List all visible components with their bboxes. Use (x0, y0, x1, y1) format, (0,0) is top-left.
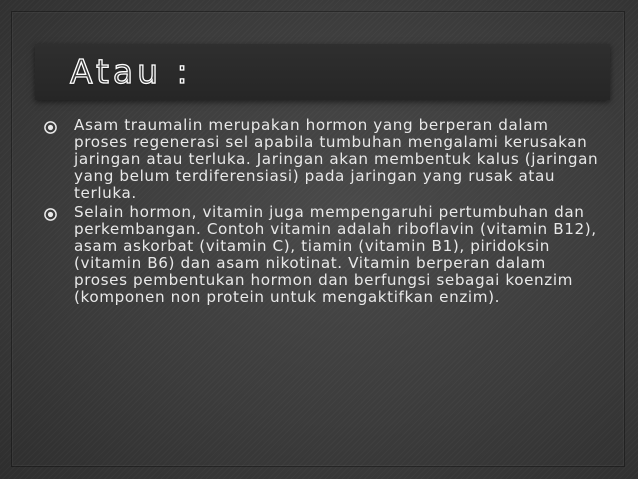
slide-title (70, 50, 192, 94)
slide-title-text: Atau : (70, 52, 192, 91)
target-bullet-icon (44, 208, 57, 221)
bullet-text: Selain hormon, vitamin juga mempengaruhi pertumbuhan dan perkembangan. Contoh vitamin adalah riboflavin (vitamin B12), asam askorbat (vitamin C), tiamin (vitamin B1), piridoksin (vitamin B6) dan asam nikotinat. Vitamin berperan dalam proses pembentukan hormon dan berfungsi sebagai koenzim (komponen non protein untuk mengaktifkan enzim). (74, 203, 597, 306)
bullet-text: Asam traumalin merupakan hormon yang berperan dalam proses regenerasi sel apabila tumbuhan mengalami kerusakan jaringan atau terluka. Jaringan akan membentuk kalus (jaringan yang belum terdiferensiasi) pada jaringan yang rusak atau terluka. (74, 116, 599, 202)
target-bullet-icon (44, 121, 57, 134)
bullet-list (44, 117, 604, 308)
bullet-item (44, 204, 604, 306)
bullet-item (44, 117, 604, 202)
